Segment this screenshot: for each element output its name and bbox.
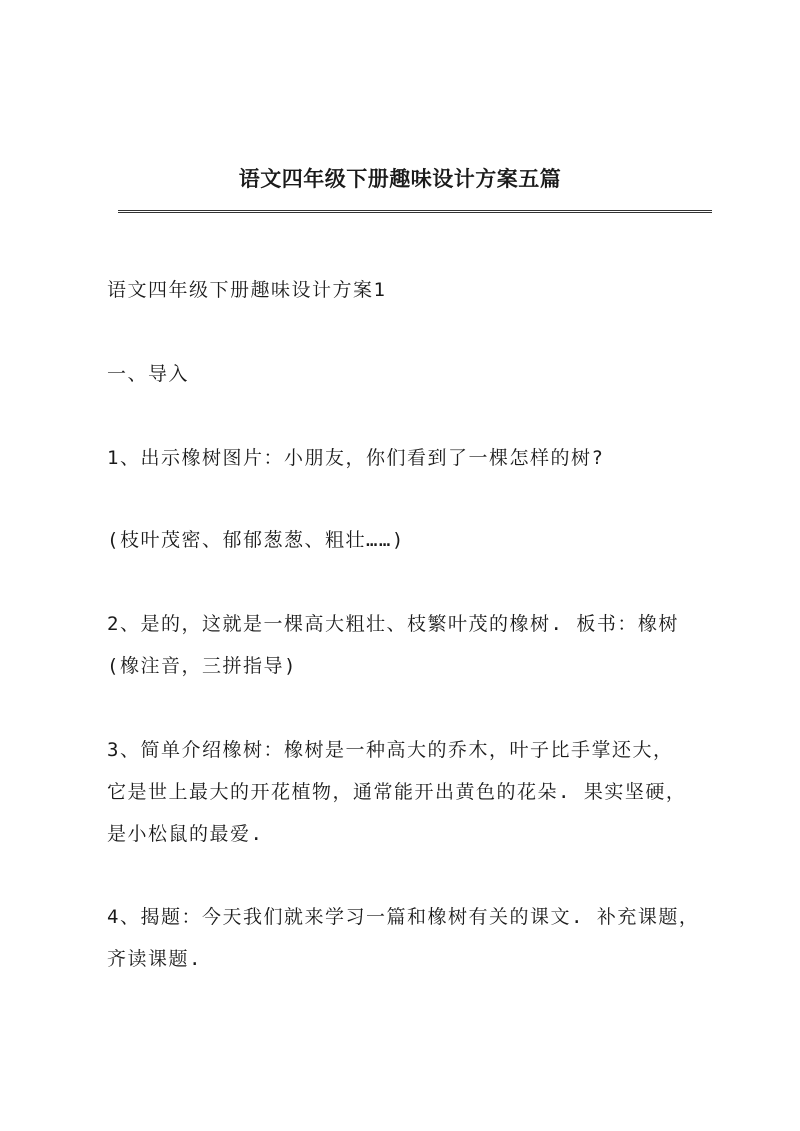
paragraph-line: 2、是的，这就是一棵高大粗壮、枝繁叶茂的橡树. 板书：橡树 — [107, 613, 679, 635]
paragraph-line: 1、出示橡树图片：小朋友，你们看到了一棵怎样的树? — [107, 447, 605, 469]
section-heading: 语文四年级下册趣味设计方案1 — [107, 279, 387, 301]
document-title: 语文四年级下册趣味设计方案五篇 — [238, 166, 562, 191]
paragraph-line: (橡注音，三拼指导) — [107, 655, 297, 677]
title-divider — [118, 210, 712, 213]
paragraph-line: 是小松鼠的最爱. — [107, 823, 264, 845]
subsection-heading: 一、导入 — [107, 363, 190, 385]
paragraph-line: (枝叶茂密、郁郁葱葱、粗壮……) — [107, 529, 405, 551]
paragraph-line: 齐读课题. — [107, 948, 202, 970]
paragraph-line: 4、揭题：今天我们就来学习一篇和橡树有关的课文. 补充课题， — [107, 906, 700, 928]
paragraph-line: 它是世上最大的开花植物，通常能开出黄色的花朵. 果实坚硬， — [107, 781, 687, 803]
paragraph-line: 3、简单介绍橡树：橡树是一种高大的乔木，叶子比手掌还大， — [107, 739, 674, 761]
